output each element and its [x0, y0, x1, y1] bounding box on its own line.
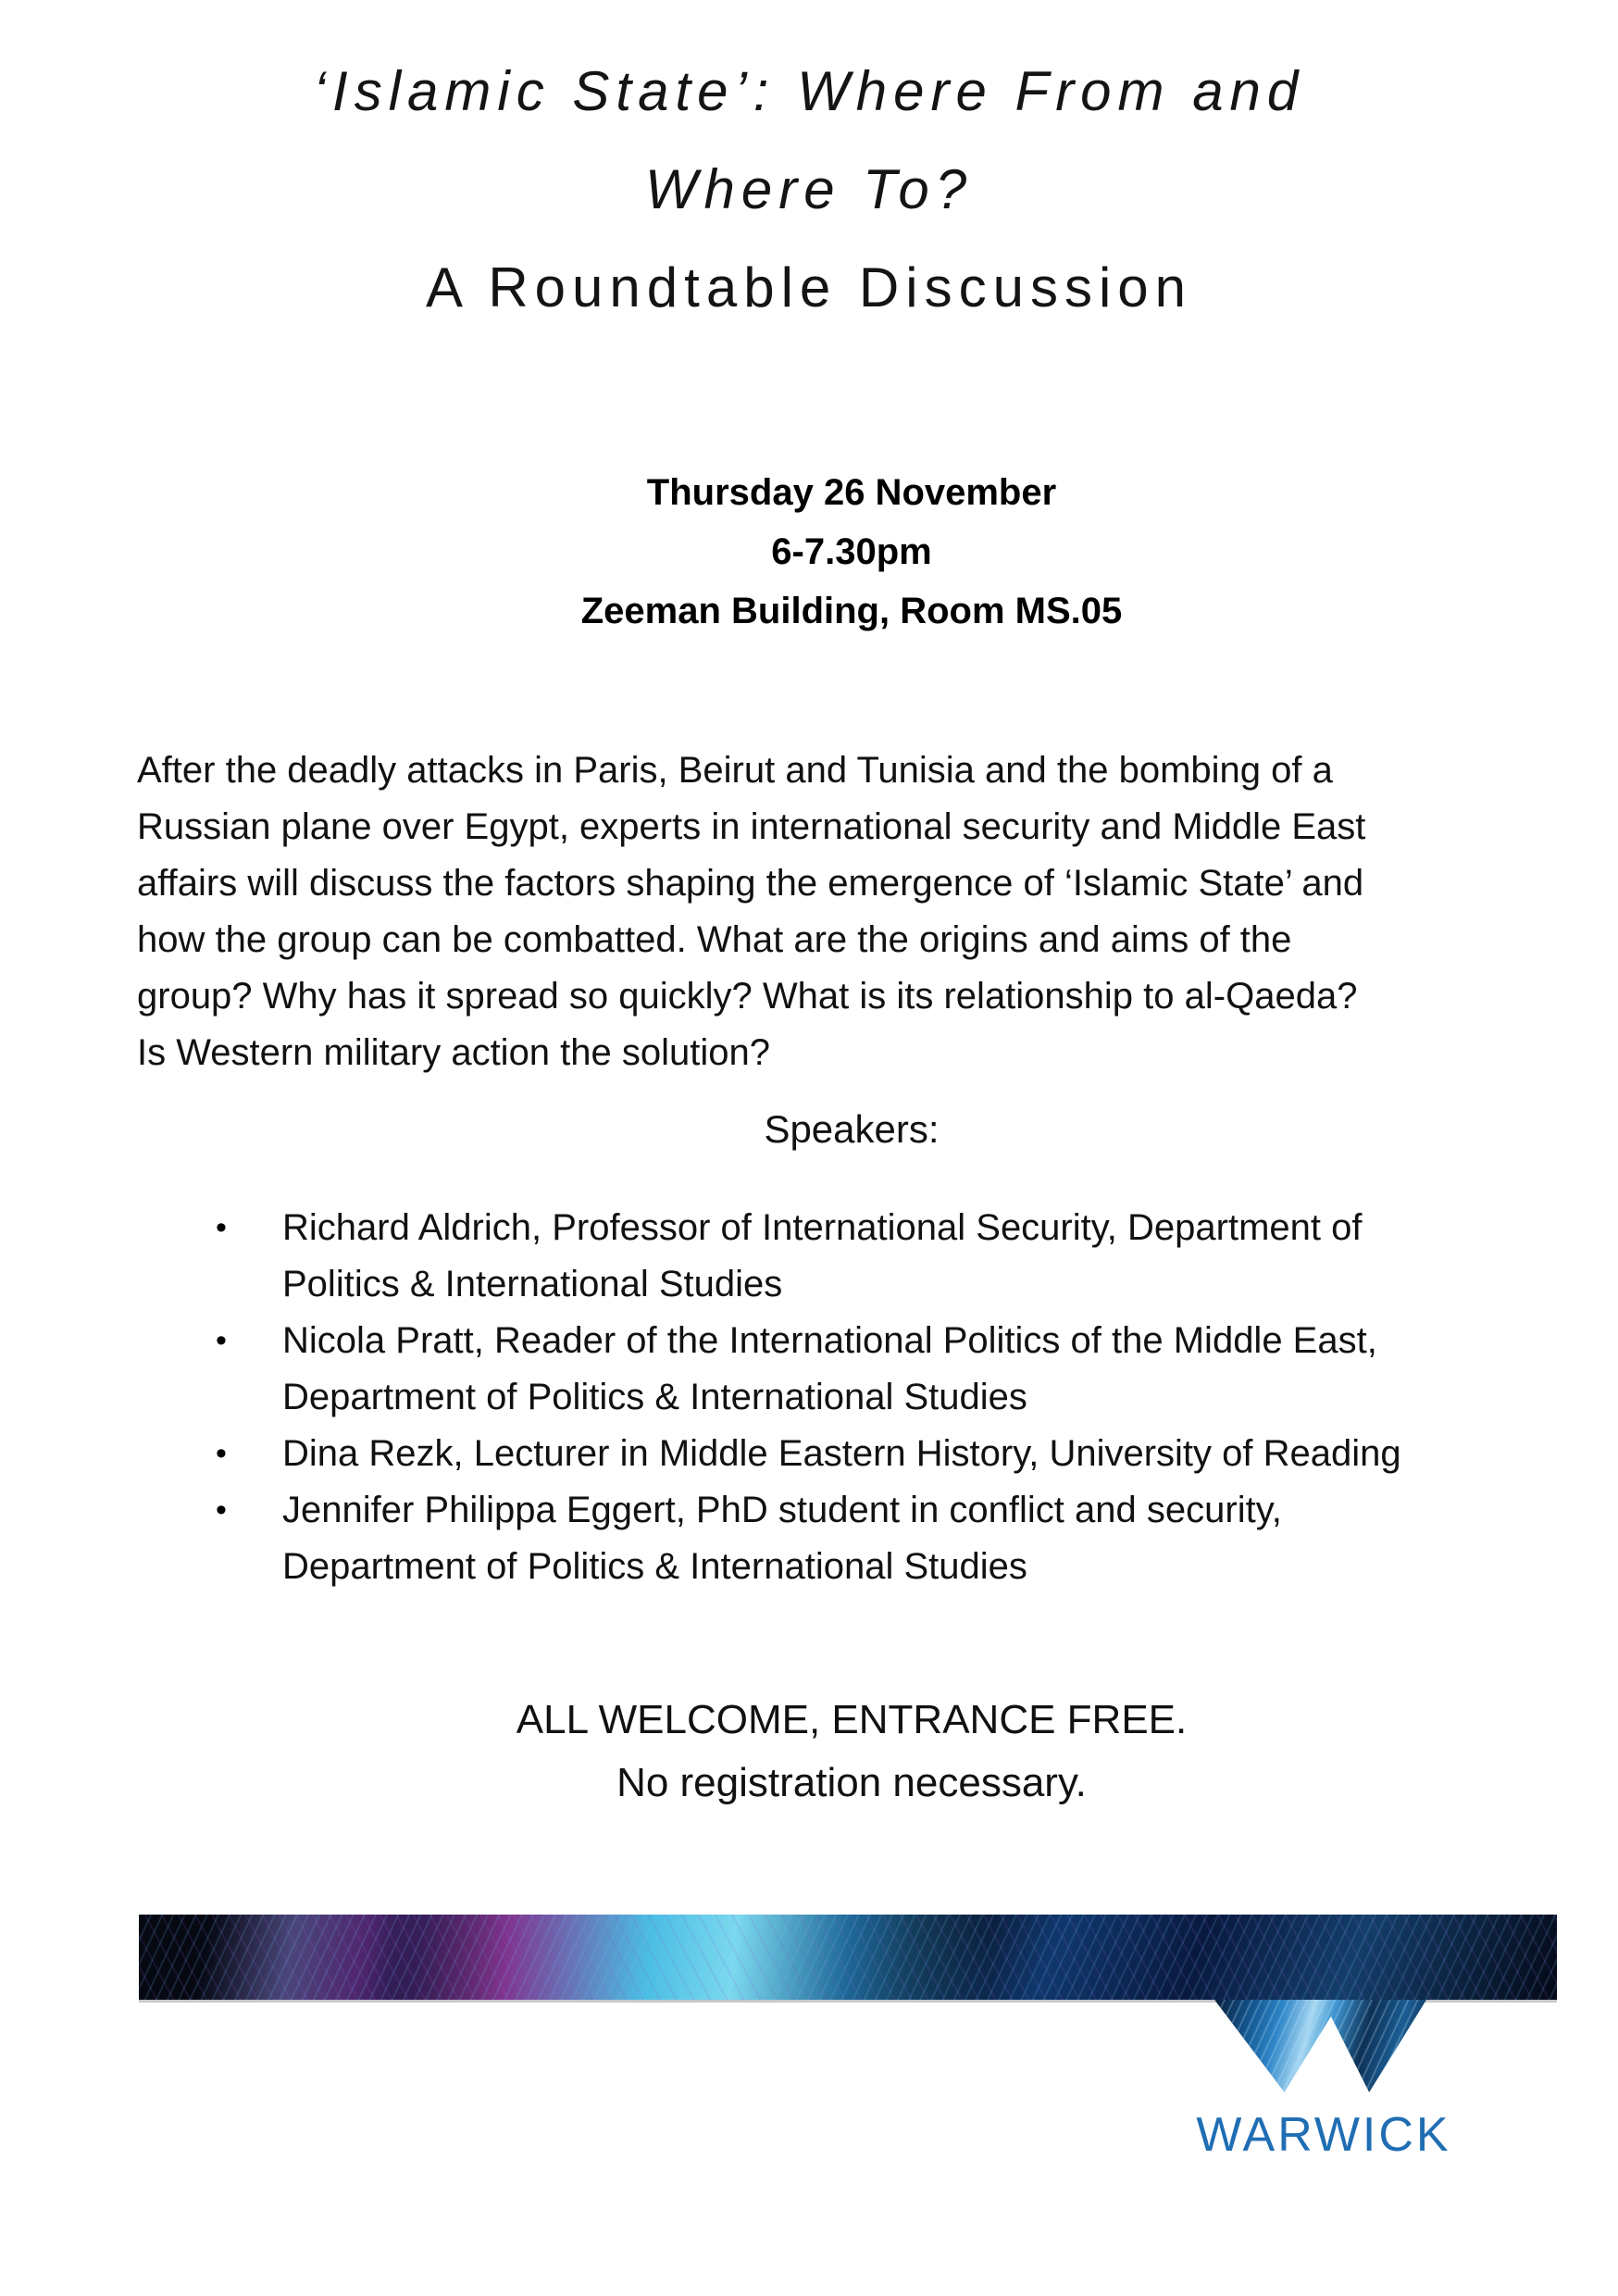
speaker-item	[216, 1482, 1558, 1595]
speaker-text	[282, 1426, 1401, 1482]
speakers-list	[216, 1200, 1558, 1595]
bullet-icon: •	[216, 1323, 227, 1358]
bullet-icon: •	[216, 1492, 227, 1528]
speaker-line: Politics & International Studies	[282, 1264, 783, 1304]
attendance-notes	[139, 1689, 1564, 1815]
speaker-item	[216, 1426, 1558, 1482]
intro-line: affairs will discuss the factors shaping the emergence of ‘Islamic State’ and	[137, 863, 1364, 904]
registration-note: No registration necessary.	[616, 1760, 1087, 1805]
event-time: 6-7.30pm	[771, 531, 932, 572]
speaker-line: Jennifer Philippa Eggert, PhD student in conflict and security,	[282, 1490, 1282, 1530]
speaker-line: Dina Rezk, Lecturer in Middle Eastern History, University of Reading	[282, 1433, 1401, 1474]
speaker-line: Department of Politics & International Studies	[282, 1546, 1027, 1587]
bullet-icon: •	[216, 1436, 227, 1471]
bullet-icon: •	[216, 1210, 227, 1245]
intro-line: how the group can be combatted. What are the origins and aims of the	[137, 919, 1292, 960]
speaker-text	[282, 1313, 1377, 1426]
event-date: Thursday 26 November	[646, 472, 1057, 513]
speaker-item	[216, 1200, 1558, 1313]
speaker-item	[216, 1313, 1558, 1426]
speaker-line: Richard Aldrich, Professor of International Security, Department of	[282, 1207, 1363, 1248]
speaker-line: Nicola Pratt, Reader of the International Politics of the Middle East,	[282, 1320, 1377, 1361]
event-location: Zeeman Building, Room MS.05	[580, 591, 1123, 631]
footer-banner-image	[139, 1915, 1557, 2003]
title-block	[139, 43, 1479, 337]
title-line-2: Where To?	[644, 158, 974, 220]
title-line-1: ‘Islamic State’: Where From and	[313, 60, 1305, 122]
intro-line: Russian plane over Egypt, experts in international security and Middle East	[137, 806, 1366, 847]
title-line-3: A Roundtable Discussion	[425, 256, 1193, 318]
event-details	[139, 463, 1564, 641]
intro-paragraph	[137, 742, 1548, 1081]
warwick-w-logo-icon	[1214, 2000, 1426, 2092]
intro-line: After the deadly attacks in Paris, Beirut and Tunisia and the bombing of a	[137, 750, 1333, 791]
speaker-line: Department of Politics & International Studies	[282, 1377, 1027, 1417]
intro-line: group? Why has it spread so quickly? What is its relationship to al-Qaeda?	[137, 976, 1358, 1017]
speaker-text	[282, 1200, 1362, 1313]
intro-line: Is Western military action the solution?	[137, 1032, 771, 1073]
speakers-heading: Speakers:	[764, 1107, 940, 1151]
warwick-wordmark: WARWICK	[1196, 2108, 1451, 2162]
speaker-text	[282, 1482, 1282, 1595]
welcome-note: ALL WELCOME, ENTRANCE FREE.	[516, 1697, 1188, 1742]
